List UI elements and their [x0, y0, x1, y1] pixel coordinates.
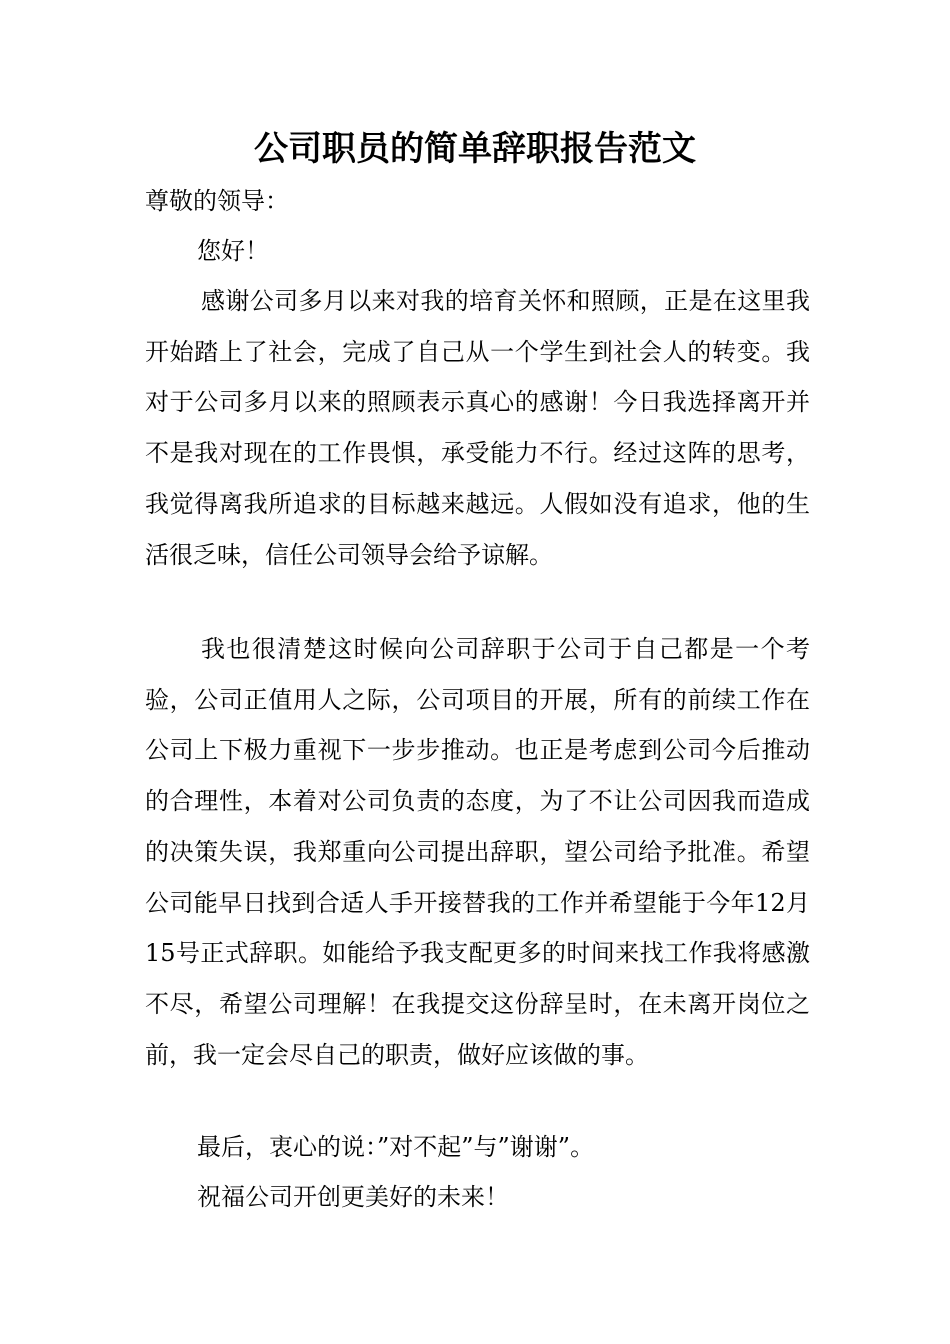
greeting: 您好！ — [197, 237, 269, 265]
body-paragraph: 我也很清楚这时候向公司辞职于公司于自己都是一个考验，公司正值用人之际，公司项目的开展，所有的前续工作在公司上下极力重视下一步步推动。也正是考虑到公司今后推动的合理性，本着对公司负责的态度，为了不让公司因我而造成的决策失误，我郑重向公司提出辞职，望公司给予批准。希望公司能早日找到合适人手开接替我的工作并希望能于今年12月15号正式辞职。如能给予我支配更多的时间来找工作我将感激不尽，希望公司理解！在我提交这份辞呈时，在未离开岗位之前，我一定会尽自己的职责，做好应该做的事。 — [145, 635, 810, 1069]
salutation: 尊敬的领导： — [145, 187, 289, 215]
body-paragraph: 感谢公司多月以来对我的培育关怀和照顾，正是在这里我开始踏上了社会，完成了自己从一个学生到社会人的转变。我对于公司多月以来的照顾表示真心的感谢！今日我选择离开并不是我对现在的工作畏惧，承受能力不行。经过这阵的思考，我觉得离我所追求的目标越来越远。人假如没有追求，他的生活很乏味，信任公司领导会给予谅解。 — [145, 287, 810, 569]
closing-line: 最后，衷心的说：”对不起”与”谢谢”。 — [197, 1133, 595, 1161]
document-title: 公司职员的简单辞职报告范文 — [254, 129, 696, 169]
blessing-line: 祝福公司开创更美好的未来！ — [197, 1183, 509, 1211]
